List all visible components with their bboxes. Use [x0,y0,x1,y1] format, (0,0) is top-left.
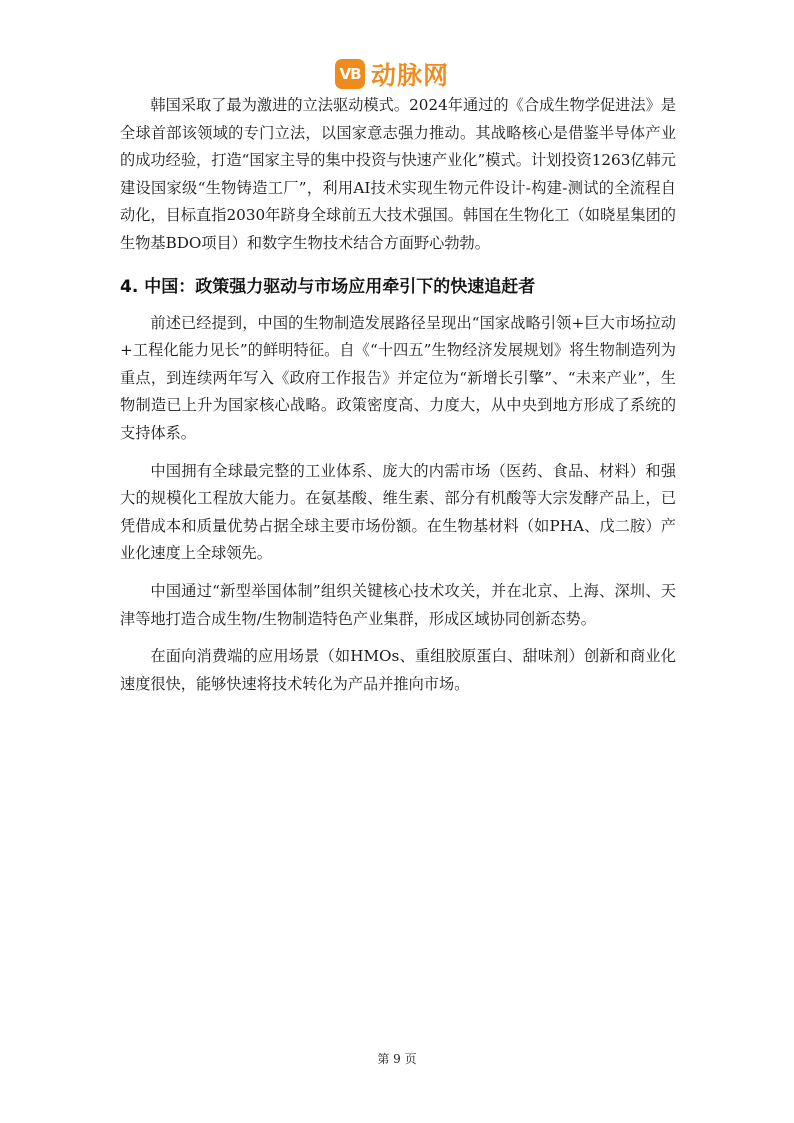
paragraph-china-4: 在面向消费端的应用场景（如HMOs、重组胶原蛋白、甜味剂）创新和商业化速度很快，能够快速将技术转化为产品并推向市场。 [120,647,676,693]
document-body [120,92,676,708]
page-number: 第 9 页 [377,1052,417,1066]
paragraph-china-3: 中国通过“新型举国体制”组织关键核心技术攻关，并在北京、上海、深圳、天津等地打造合成生物/生物制造特色产业集群，形成区域协同创新态势。 [120,581,676,628]
paragraph-korea: 韩国采取了最为激进的立法驱动模式。2024年通过的《合成生物学促进法》是全球首部该领域的专门立法，以国家意志强力推动。其战略核心是借鉴半导体产业的成功经验，打造“国家主导的集中投资与快速产业化”模式。计划投资1263亿韩元建设国家级“生物铸造工厂”，利用AI技术实现生物元件设计-构建-测试的全流程自动化，目标直指2030年跻身全球前五大技术强国。韩国在生物化工（如晓星集团的生物基BDO项目）和数字生物技术结合方面野心勃勃。 [120,96,676,252]
logo-text: 动脉网 [371,61,450,90]
brand-logo [335,56,449,92]
logo-mark-icon: VB [335,59,365,89]
section-heading-china: 4. 中国：政策强力驱动与市场应用牵引下的快速追赶者 [120,276,536,297]
paragraph-china-1: 前述已经提到，中国的生物制造发展路径呈现出“国家战略引领+巨大市场拉动+工程化能力见长”的鲜明特征。自《“十四五”生物经济发展规划》将生物制造列为重点，到连续两年写入《政府工作报告》并定位为“新增长引擎”、“未来产业”，生物制造已上升为国家核心战略。政策密度高、力度大，从中央到地方形成了系统的支持体系。 [120,313,676,442]
paragraph-china-2: 中国拥有全球最完整的工业体系、庞大的内需市场（医药、食品、材料）和强大的规模化工程放大能力。在氨基酸、维生素、部分有机酸等大宗发酵产品上，已凭借成本和质量优势占据全球主要市场份额。在生物基材料（如PHA、戊二胺）产业化速度上全球领先。 [120,461,676,563]
